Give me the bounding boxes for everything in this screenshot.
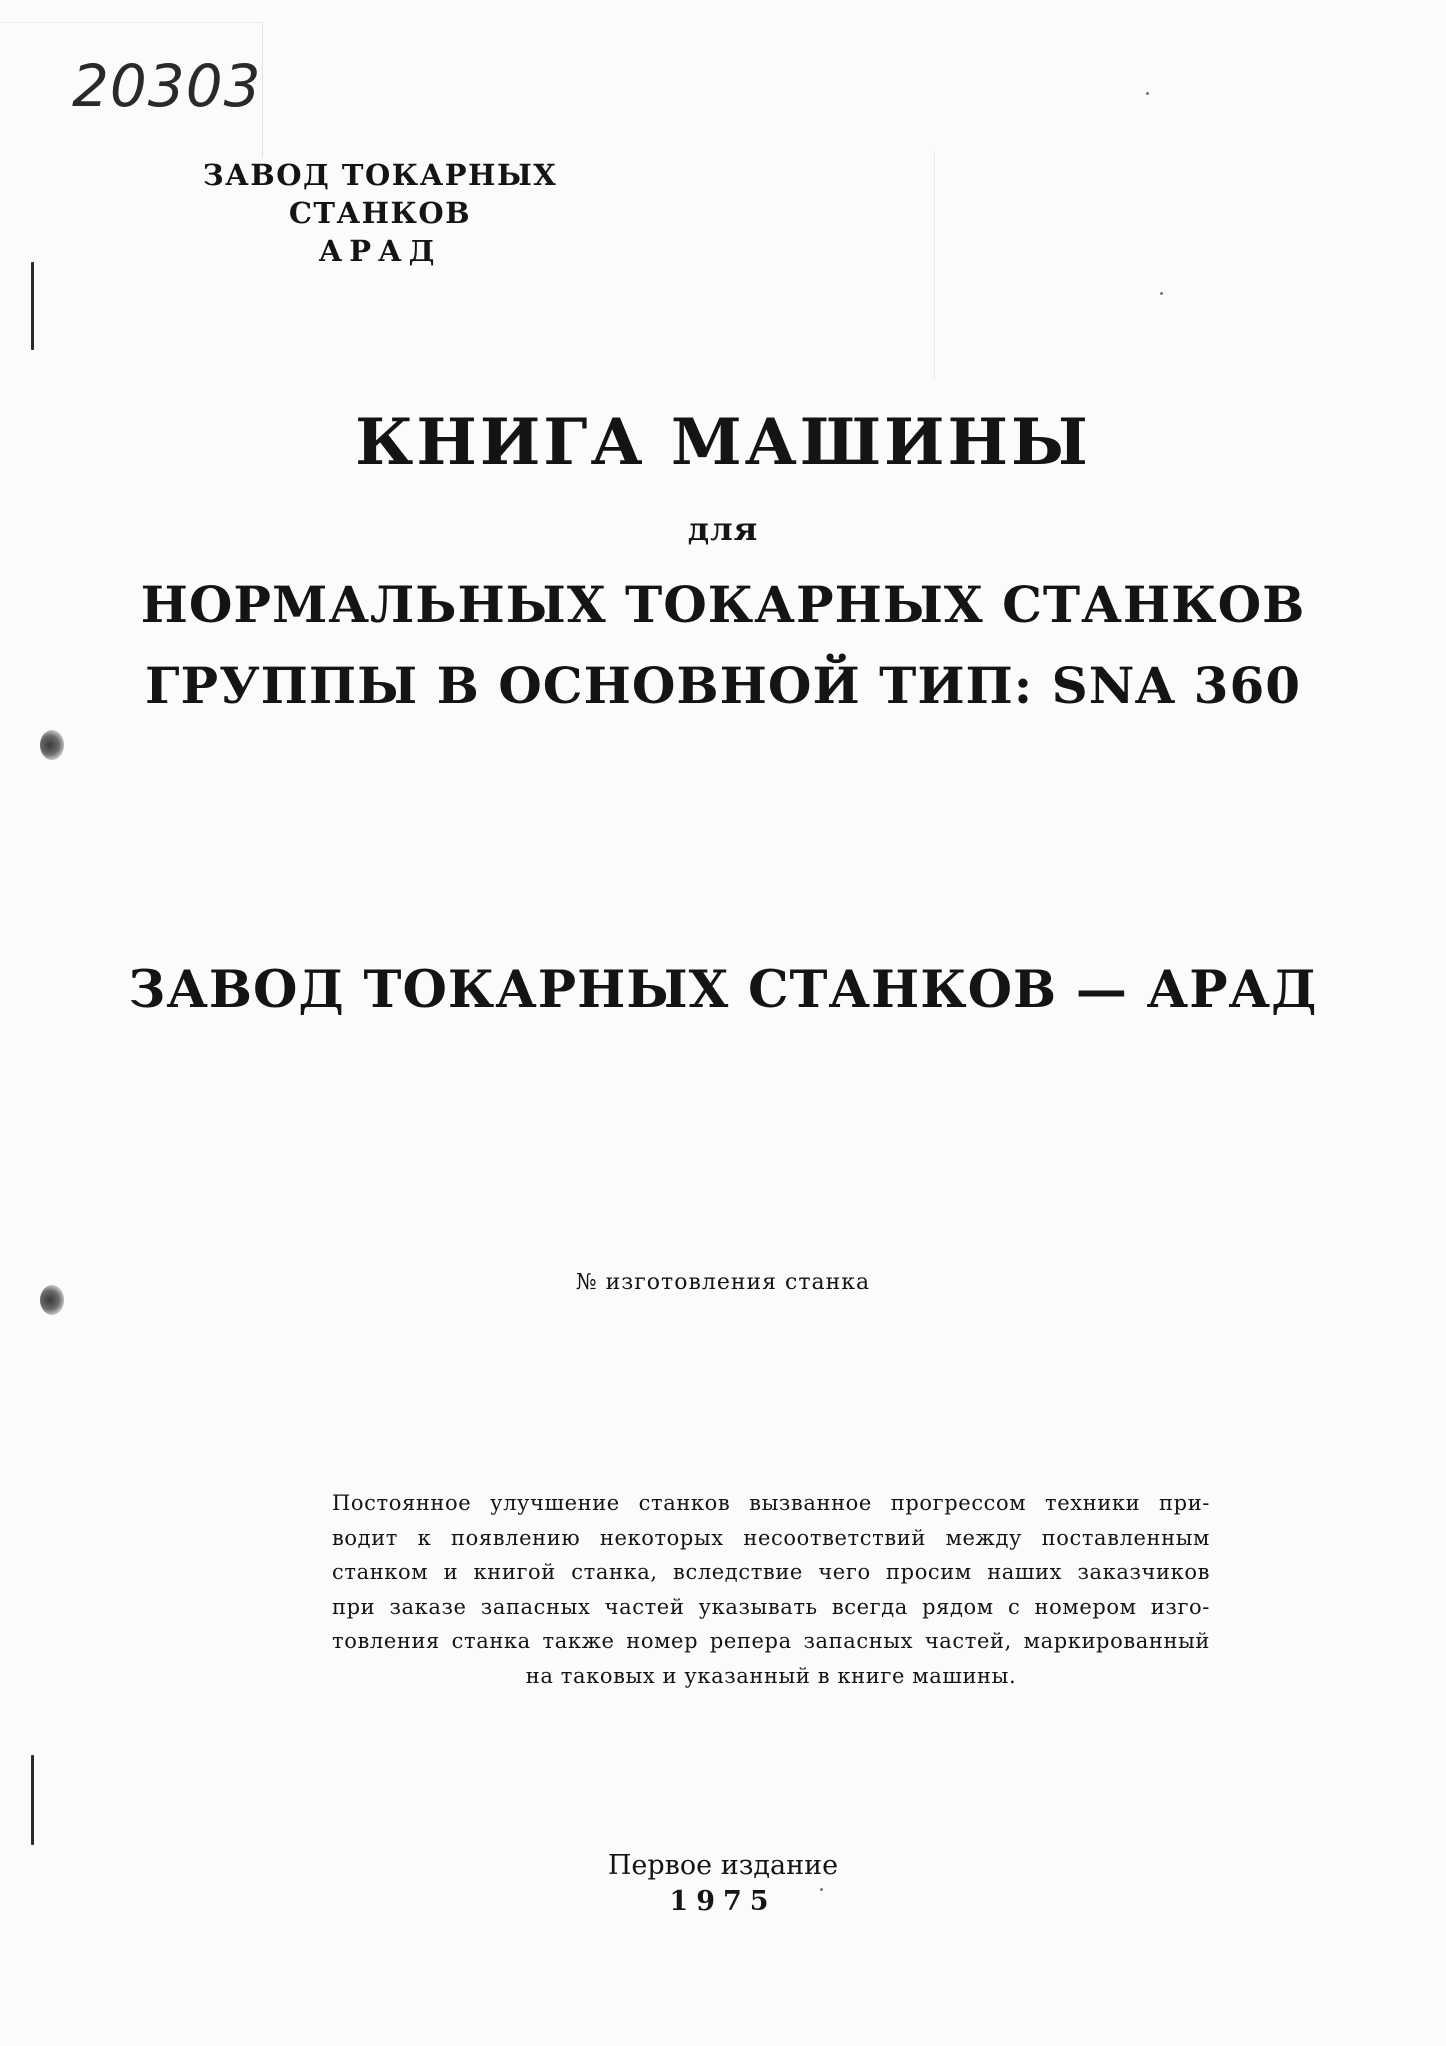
- notice-line: при заказе запасных частей указывать всегда рядом с номером изго-: [332, 1594, 1210, 1619]
- manufacturer-line: ЗАВОД ТОКАРНЫХ СТАНКОВ — АРАД: [128, 960, 1318, 1020]
- notice-line: Постоянное улучшение станков вызванное прогрессом техники при-: [332, 1491, 1210, 1515]
- title-model-line: ГРУППЫ В ОСНОВНОЙ ТИП: SNA 360: [144, 656, 1302, 715]
- notice-line: на таковых и указанный в книге машины.: [525, 1663, 1017, 1688]
- document-title: КНИГА МАШИНЫ: [355, 405, 1091, 480]
- notice-line: водит к появлению некоторых несоответствий между поставленным: [332, 1525, 1210, 1550]
- handwritten-inventory-number: 20303: [72, 52, 262, 120]
- title-preposition: для: [687, 510, 759, 548]
- paper-speck: [1146, 92, 1149, 95]
- header-block: [140, 156, 620, 270]
- title-subject-line: НОРМАЛЬНЫХ ТОКАРНЫХ СТАНКОВ: [140, 575, 1306, 634]
- paper-speck: [1160, 292, 1163, 295]
- paper-speck: [820, 1888, 823, 1891]
- notice-paragraph: [332, 1486, 1210, 1693]
- header-factory-name: ЗАВОД ТОКАРНЫХ СТАНКОВ: [202, 158, 558, 230]
- edition-block: [0, 1848, 1446, 1920]
- edition-label: Первое издание: [607, 1850, 839, 1881]
- margin-bar-mark: [31, 262, 34, 350]
- notice-line: станком и книгой станка, вследствие чего просим наших заказчиков: [332, 1560, 1210, 1584]
- header-city: АРАД: [318, 234, 442, 268]
- serial-number-label: № изготовления станка: [575, 1270, 871, 1295]
- margin-bar-mark: [31, 1755, 34, 1845]
- binding-hole-icon: [40, 1285, 64, 1315]
- binding-hole-icon: [40, 730, 64, 760]
- edition-year: 1975: [669, 1886, 777, 1917]
- notice-line: товления станка также номер репера запасных частей, маркированный: [332, 1629, 1210, 1653]
